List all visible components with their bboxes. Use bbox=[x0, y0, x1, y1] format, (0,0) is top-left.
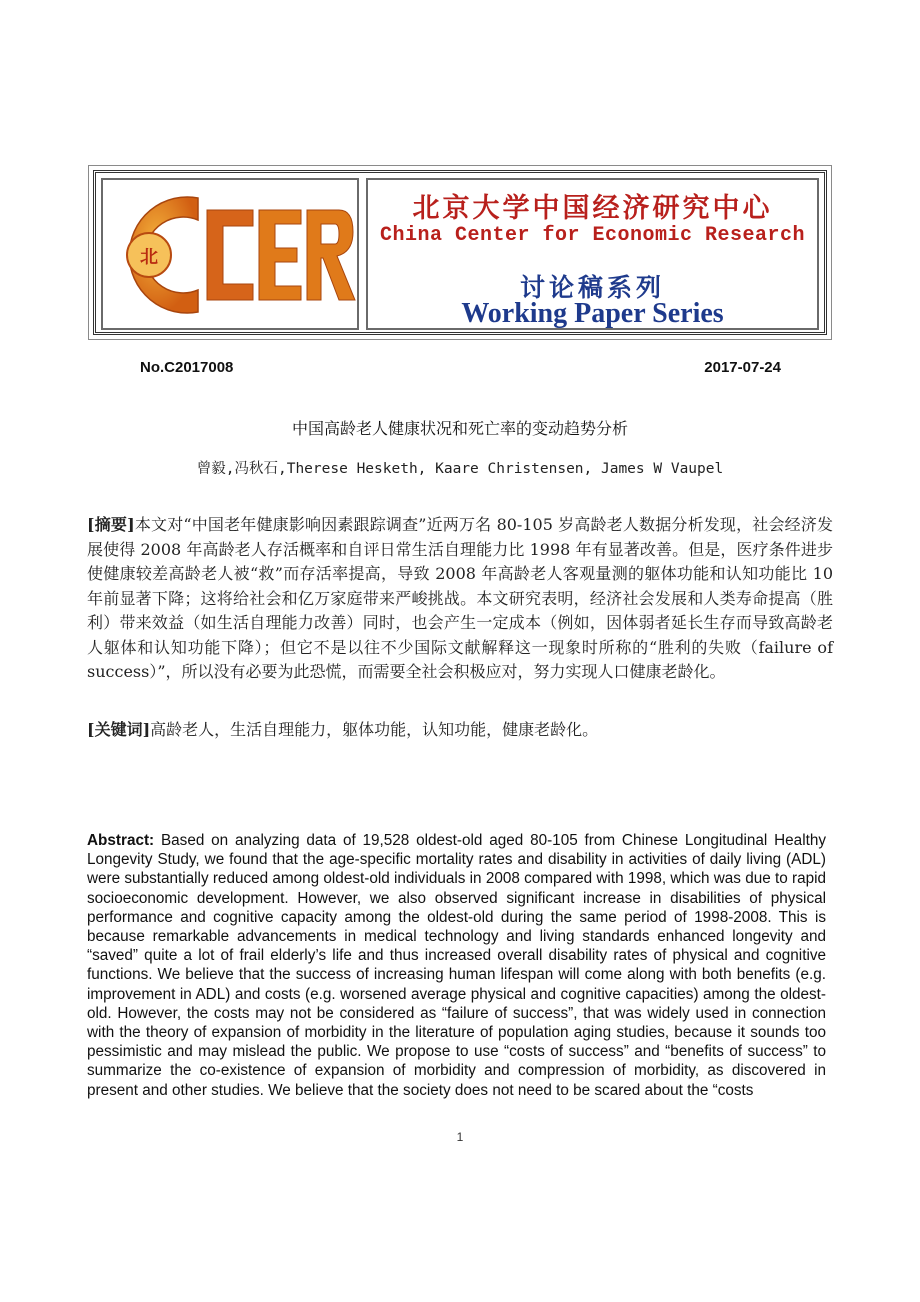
abstract-en-label: Abstract: bbox=[87, 832, 155, 849]
logo-seal-text: 北 bbox=[140, 247, 158, 268]
abstract-cn-label: [摘要] bbox=[87, 515, 135, 534]
abstract-en-text: Based on analyzing data of 19,528 oldest-old aged 80-105 from Chinese Longitudinal Healthy Longevity Study, we found that the age-specific mortality rates and disability in activities of daily living (ADL) were substantially reduced among oldest-old individuals in 2008 compared with 1998, which was due to rapid socioeconomic development. However, we also observed significant increase in disabilities of physical performance and cognitive capacity among the oldest-old during the same period of 1998-2008. This is because remarkable advancements in medical technology and living standards enhanced longevity and “saved” quite a lot of frail elderly’s life and thus increased overall disability rates of physical and cognitive functions. We believe that the success of increasing human lifespan will come along with both benefits (e.g. improvement in ADL) and costs (e.g. worsened average physical and cognitive capacities) among the oldest-old. However, the costs may not be considered as “failure of success”, that was widely used in connection with the theory of expansion of morbidity in the literature of population aging studies, because it sounds too pessimistic and may mislead the public. We propose to use “costs of success” and “benefits of success” to summarize the co-existence of expansion of morbidity and compression of morbidity, as discovered in present and other studies. We believe that the society does not need to be scared about the “costs bbox=[87, 832, 826, 1099]
institution-name-en: China Center for Economic Research bbox=[379, 224, 806, 247]
institution-name-cn: 北京大学中国经济研究中心 bbox=[412, 193, 773, 224]
keywords-cn bbox=[87, 718, 833, 742]
page-number: 1 bbox=[456, 1130, 464, 1144]
banner-frame bbox=[93, 170, 827, 335]
series-name-cn: 讨论稿系列 bbox=[519, 273, 665, 302]
series-name-en: Working Paper Series bbox=[461, 298, 724, 329]
header-banner bbox=[88, 165, 832, 340]
paper-title: 中国高龄老人健康状况和死亡率的变动趋势分析 bbox=[291, 419, 628, 438]
ccer-logo-graphic bbox=[103, 180, 357, 328]
abstract-cn bbox=[87, 513, 833, 685]
abstract-cn-text: 本文对“中国老年健康影响因素跟踪调查”近两万名 80-105 岁高龄老人数据分析发现，社会经济发展使得 2008 年高龄老人存活概率和自评日常生活自理能力比 1998 年有显著改善。但是，医疗条件进步使健康较差高龄老人被“救”而存活率提高，导致 2008 年高龄老人客观量测的躯体功能和认知功能比 10 年前显著下降；这将给社会和亿万家庭带来严峻挑战。本文研究表明，经济社会发展和人类寿命提高（胜利）带来效益（如生活自理能力改善）同时，也会产生一定成本（例如，因体弱者延长生存而导致高龄老人躯体和认知功能下降）；但它不是以往不少国际文献解释这一现象时所称的“胜利的失败（failure of success）”，所以没有必要为此恐慌，而需要全社会积极应对，努力实现人口健康老龄化。 bbox=[87, 515, 833, 681]
author-list: 曾毅,冯秋石,Therese Hesketh, Kaare Christensen, James W Vaupel bbox=[196, 461, 724, 477]
paper-date: 2017-07-24 bbox=[704, 359, 781, 376]
paper-number: No.C2017008 bbox=[140, 359, 234, 376]
ccer-logo bbox=[101, 178, 359, 330]
keywords-cn-text: 高龄老人，生活自理能力，躯体功能，认知功能，健康老龄化。 bbox=[150, 720, 599, 739]
keywords-cn-label: [关键词] bbox=[87, 720, 151, 739]
institution-title-panel bbox=[366, 178, 819, 330]
abstract-en bbox=[87, 831, 826, 1100]
